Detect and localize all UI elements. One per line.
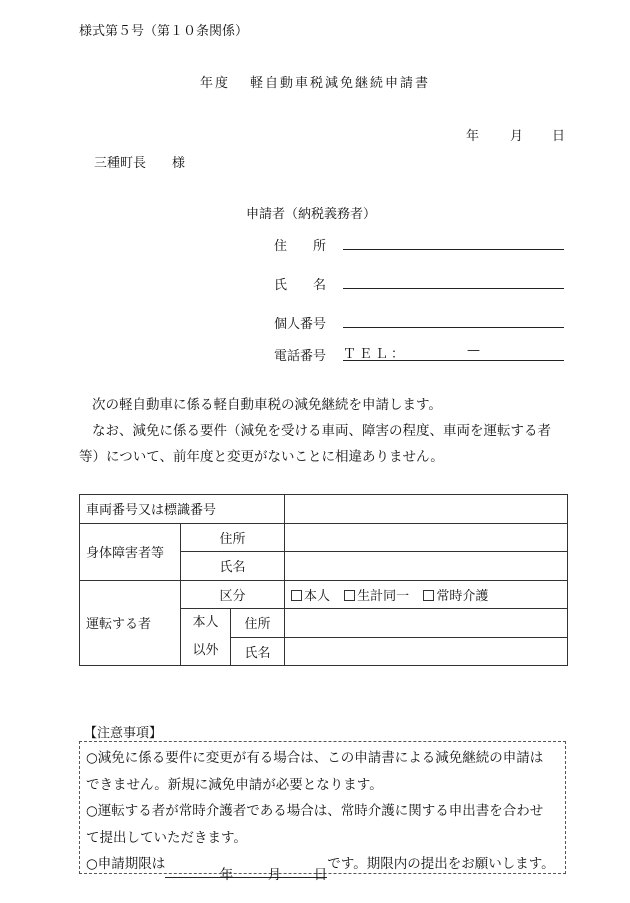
form-number: 様式第５号（第１０条関係）	[79, 24, 249, 39]
driver-name-label: 氏名	[231, 637, 285, 666]
name-label: 氏 名	[274, 278, 327, 293]
personal-number-field[interactable]	[343, 310, 564, 328]
category-label: 区分	[181, 580, 285, 609]
applicant-heading: 申請者（納税義務者）	[246, 207, 377, 222]
notes-line-4: て提出していただきます。	[86, 829, 247, 846]
notes-heading: 【注意事項】	[84, 726, 163, 741]
disabled-address-field[interactable]	[285, 523, 568, 552]
deadline-day-blank: 日	[281, 862, 327, 878]
notes-line-1: ○減免に係る要件に変更が有る場合は、この申請書による減免継続の申請は	[86, 750, 544, 766]
phone-label: 電話番号	[274, 349, 327, 364]
notes-line-5: ○申請期限は年 月 日です。期限内の提出をお願いします。	[86, 856, 555, 883]
deadline-year-blank: 年	[165, 862, 233, 878]
vehicle-table	[79, 494, 568, 666]
driver-name-field[interactable]	[285, 637, 568, 666]
disabled-person-label: 身体障害者等	[80, 523, 181, 580]
vehicle-number-label: 車両番号又は標識番号	[80, 495, 285, 524]
personal-number-label: 個人番号	[274, 317, 327, 332]
address-label: 住 所	[274, 239, 327, 254]
disabled-name-label: 氏名	[181, 552, 285, 581]
page-title	[0, 72, 630, 91]
category-options	[285, 580, 568, 609]
notes-box	[79, 741, 566, 883]
checkbox-self[interactable]	[291, 590, 302, 601]
other-than-self-label: 本人 以外	[181, 609, 231, 666]
disabled-address-label: 住所	[181, 523, 285, 552]
driver-label: 運転する者	[80, 580, 181, 666]
disabled-name-field[interactable]	[285, 552, 568, 581]
addressee: 三種町長 様	[94, 156, 186, 171]
name-field[interactable]	[343, 271, 564, 289]
phone-field[interactable]	[343, 343, 564, 361]
date-year: 年	[466, 129, 480, 144]
driver-address-field[interactable]	[285, 609, 568, 638]
body-paragraph-2: なお、減免に係る要件（減免を受ける車両、障害の程度、車両を運転する者等）について、前年度と変更がないことに相違ありません。	[79, 423, 551, 465]
option-same-household[interactable]: 生計同一	[344, 585, 409, 604]
address-field[interactable]	[343, 232, 564, 250]
checkbox-caregiver[interactable]	[423, 590, 434, 601]
date-day: 日	[552, 129, 566, 144]
checkbox-same-household[interactable]	[344, 590, 355, 601]
option-self[interactable]: 本人	[291, 585, 330, 604]
deadline-month-blank: 月	[233, 862, 281, 878]
notes-line-3: ○運転する者が常時介護者である場合は、常時介護に関する申出書を合わせ	[86, 803, 544, 819]
tel-dash: —	[467, 343, 480, 358]
title-text: 軽自動車税減免継続申請書	[250, 76, 431, 91]
tel-prefix: ＴＥＬ：	[343, 347, 408, 362]
date-month: 月	[510, 129, 524, 144]
option-caregiver[interactable]: 常時介護	[423, 585, 488, 604]
body-paragraph-1: 次の軽自動車に係る軽自動車税の減免継続を申請します。	[92, 397, 442, 413]
notes-line-2: できません。新規に減免申請が必要となります。	[86, 776, 383, 793]
driver-address-label: 住所	[231, 609, 285, 638]
title-year-label: 年度	[199, 76, 230, 91]
vehicle-number-field[interactable]	[285, 495, 568, 524]
